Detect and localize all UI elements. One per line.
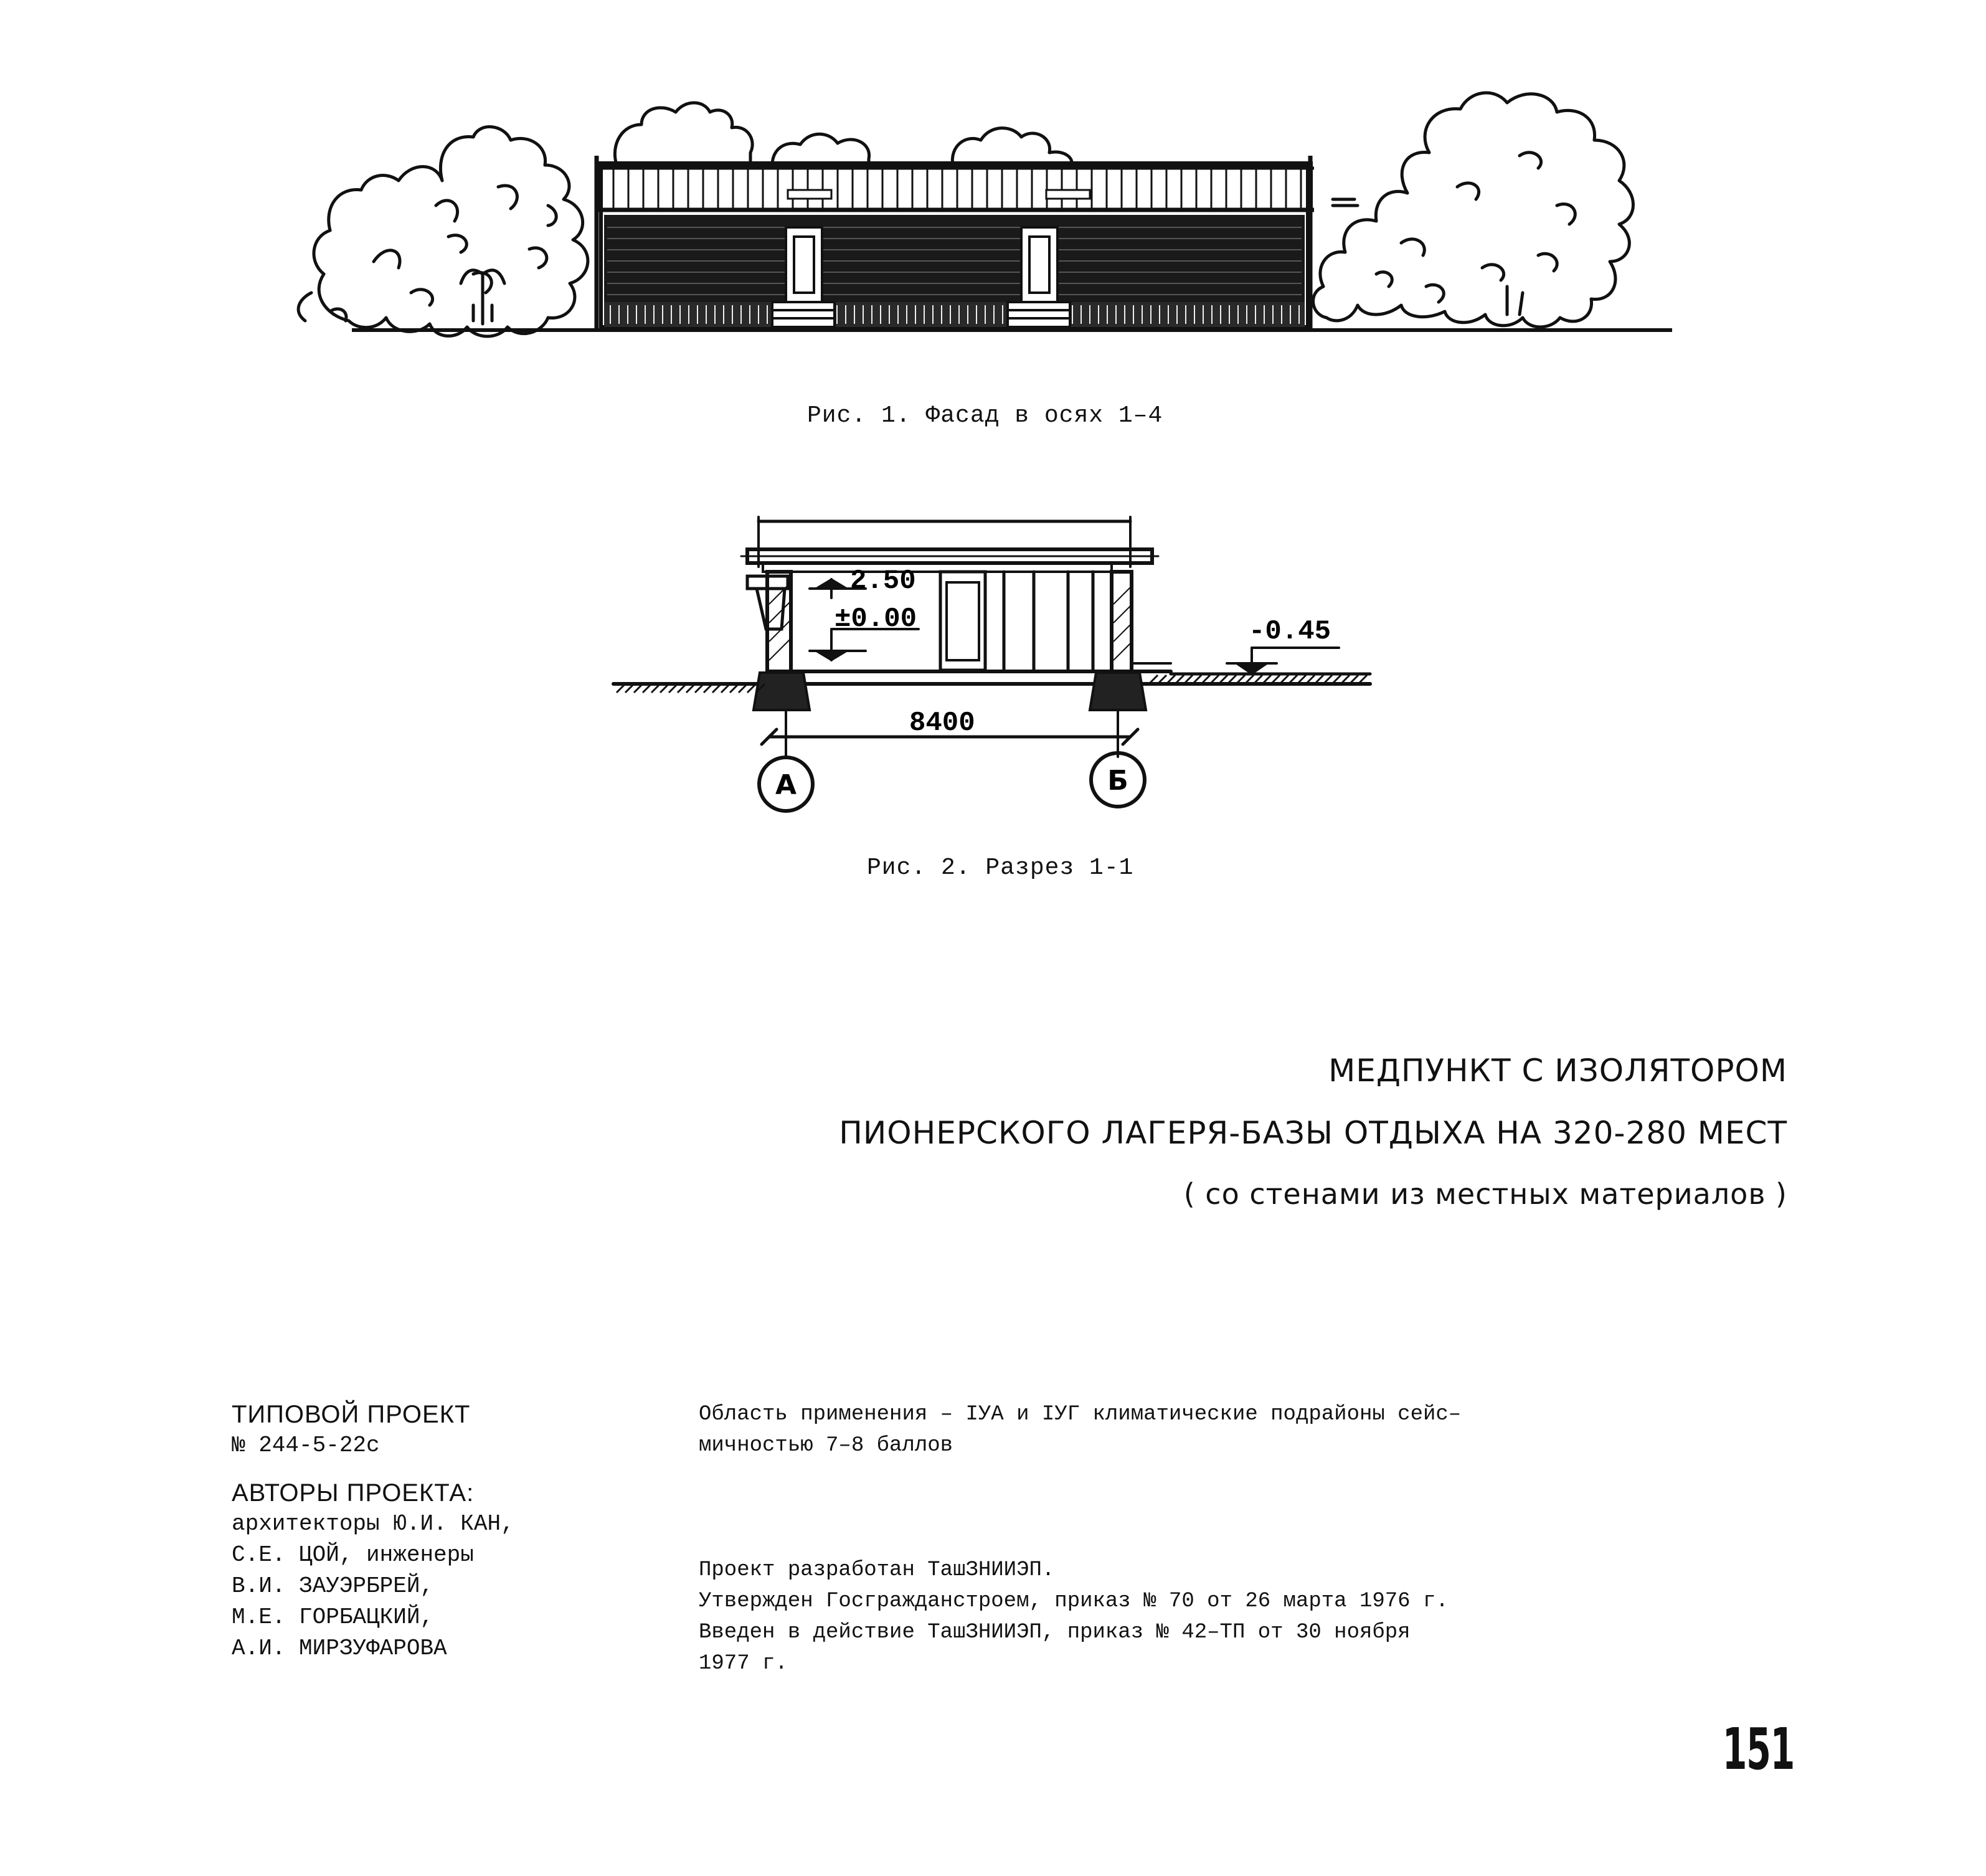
author-line: В.И. ЗАУЭРБРЕЙ, — [232, 1573, 434, 1599]
author-line: архитекторы Ю.И. КАН, — [232, 1511, 514, 1537]
approval-info — [699, 1555, 1449, 1679]
axis-label-b: Б — [1107, 765, 1128, 797]
approval-line: Проект разработан ТашЗНИИЭП. — [699, 1558, 1055, 1582]
scope-line: Область применения – IУА и IУГ климатические подрайоны сейс– — [699, 1403, 1462, 1426]
level-top-label: 2.50 — [850, 566, 916, 597]
approval-line: 1977 г. — [699, 1652, 788, 1675]
dimension-label: 8400 — [909, 708, 975, 739]
scope-line: мичностью 7–8 баллов — [699, 1434, 953, 1457]
page-number: 151 — [1722, 1716, 1794, 1783]
axis-label-a: А — [775, 769, 797, 801]
figure-2-caption: Рис. 2. Разрез 1-1 — [867, 855, 1134, 881]
author-line: А.И. МИРЗУФАРОВА — [232, 1636, 447, 1661]
authors-label: АВТОРЫ ПРОЕКТА: — [232, 1479, 475, 1507]
project-label: ТИПОВОЙ ПРОЕКТ — [232, 1401, 471, 1428]
title-line-3: ( со стенами из местных материалов ) — [1183, 1177, 1787, 1211]
title-line-2: ПИОНЕРСКОГО ЛАГЕРЯ-БАЗЫ ОТДЫХА НА 320-280 МЕСТ — [839, 1115, 1787, 1151]
project-info — [232, 1399, 514, 1664]
project-number: № 244-5-22с — [232, 1433, 380, 1458]
figure-1-caption: Рис. 1. Фасад в осях 1–4 — [807, 402, 1163, 429]
scope-info — [699, 1399, 1461, 1461]
level-ground-label: -0.45 — [1249, 616, 1331, 647]
level-floor-label: ±0.00 — [835, 604, 917, 635]
author-line: С.Е. ЦОЙ, инженеры — [232, 1542, 474, 1568]
approval-line: Утвержден Госгражданстроем, приказ № 70 от 26 марта 1976 г. — [699, 1589, 1449, 1613]
title-line-1: МЕДПУНКТ С ИЗОЛЯТОРОМ — [1328, 1053, 1787, 1089]
author-line: М.Е. ГОРБАЦКИЙ, — [232, 1604, 434, 1630]
approval-line: Введен в действие ТашЗНИИЭП, приказ № 42–ТП от 30 ноября — [699, 1621, 1411, 1644]
